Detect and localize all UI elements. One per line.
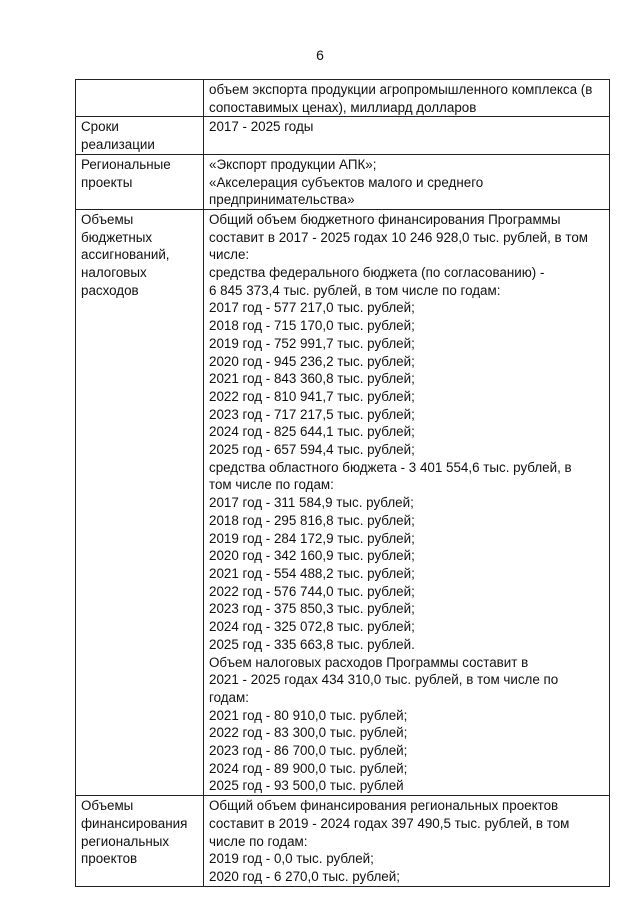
- row-value-line: Общий объем финансирования региональных проектов: [209, 798, 559, 814]
- row-value-line: 2017 год - 311 584,9 тыс. рублей;: [209, 495, 414, 511]
- row-value-line: числе:: [209, 247, 250, 263]
- row-value-line: 2022 год - 576 744,0 тыс. рублей;: [209, 583, 415, 599]
- row-value-line: средства федерального бюджета (по согласованию) -: [209, 265, 545, 281]
- row-label-line: Региональные: [81, 156, 171, 172]
- program-passport-table: [75, 79, 610, 887]
- row-value-line: 2020 год - 945 236,2 тыс. рублей;: [209, 353, 415, 369]
- passport-row: [76, 209, 610, 795]
- row-label-line: финансирования: [81, 815, 188, 831]
- row-label-line: бюджетных: [81, 229, 153, 245]
- row-value-line: 2025 год - 93 500,0 тыс. рублей: [209, 778, 404, 794]
- passport-row: [76, 117, 610, 154]
- row-value-line: 2025 год - 657 594,4 тыс. рублей;: [209, 442, 415, 458]
- row-value-line: 2021 год - 843 360,8 тыс. рублей;: [209, 371, 415, 387]
- row-value-cell: [204, 80, 610, 117]
- row-label-cell: [76, 80, 204, 117]
- row-value-line: 2019 год - 0,0 тыс. рублей;: [209, 851, 374, 867]
- passport-row: [76, 796, 610, 887]
- row-value-line: 2018 год - 715 170,0 тыс. рублей;: [209, 318, 415, 334]
- row-label-cell: [76, 154, 204, 209]
- row-value-line: «Экспорт продукции АПК»;: [209, 156, 377, 172]
- row-value-line: 2018 год - 295 816,8 тыс. рублей;: [209, 512, 415, 528]
- row-label-line: проектов: [81, 851, 138, 867]
- row-label-cell: [76, 796, 204, 887]
- row-label-line: налоговых: [81, 265, 147, 281]
- passport-row: [76, 154, 610, 209]
- row-label-line: Объемы: [81, 798, 134, 814]
- row-value-line: 2023 год - 717 217,5 тыс. рублей;: [209, 406, 415, 422]
- row-label-cell: [76, 209, 204, 795]
- row-value-line: сопоставимых ценах), миллиард долларов: [209, 99, 477, 115]
- row-label-line: ассигнований,: [81, 247, 170, 263]
- row-value-cell: [204, 796, 610, 887]
- row-value-line: 2017 год - 577 217,0 тыс. рублей;: [209, 300, 415, 316]
- row-value-line: годам:: [209, 689, 249, 705]
- row-value-line: 2022 год - 83 300,0 тыс. рублей;: [209, 725, 408, 741]
- row-value-cell: [204, 154, 610, 209]
- row-value-line: Объем налоговых расходов Программы составит в: [209, 654, 529, 670]
- row-value-line: 2024 год - 325 072,8 тыс. рублей;: [209, 619, 415, 635]
- row-value-line: 2021 - 2025 годах 434 310,0 тыс. рублей, в том числе по: [209, 672, 559, 688]
- row-value-line: 2019 год - 752 991,7 тыс. рублей;: [209, 335, 415, 351]
- row-value-line: 2017 - 2025 годы: [209, 119, 314, 135]
- row-value-line: составит в 2017 - 2025 годах 10 246 928,0 тыс. рублей, в том: [209, 229, 588, 245]
- row-value-line: составит в 2019 - 2024 годах 397 490,5 тыс. рублей, в том: [209, 815, 570, 831]
- row-value-line: объем экспорта продукции агропромышленного комплекса (в: [209, 82, 593, 97]
- row-value-line: 2021 год - 554 488,2 тыс. рублей;: [209, 565, 415, 581]
- row-value-line: средства областного бюджета - 3 401 554,6 тыс. рублей, в: [209, 459, 572, 475]
- row-label-line: Объемы: [81, 211, 134, 227]
- row-value-line: 2023 год - 86 700,0 тыс. рублей;: [209, 743, 408, 759]
- row-value-line: Общий объем бюджетного финансирования Программы: [209, 211, 561, 227]
- row-value-cell: [204, 209, 610, 795]
- row-value-line: 2025 год - 335 663,8 тыс. рублей.: [209, 636, 415, 652]
- row-value-line: том числе по годам:: [209, 477, 334, 493]
- row-label-line: Сроки: [81, 119, 119, 135]
- row-value-line: 2024 год - 89 900,0 тыс. рублей;: [209, 760, 408, 776]
- row-label-line: реализации: [81, 137, 155, 153]
- row-label-line: расходов: [81, 282, 139, 298]
- row-value-line: предпринимательства»: [209, 192, 355, 208]
- row-value-line: 6 845 373,4 тыс. рублей, в том числе по годам:: [209, 282, 501, 298]
- row-value-line: «Акселерация субъектов малого и среднего: [209, 174, 484, 190]
- row-value-line: 2019 год - 284 172,9 тыс. рублей;: [209, 530, 415, 546]
- page-number: 6: [316, 47, 324, 63]
- row-value-line: 2024 год - 825 644,1 тыс. рублей;: [209, 424, 415, 440]
- passport-row: [76, 80, 610, 117]
- row-value-line: 2020 год - 342 160,9 тыс. рублей;: [209, 548, 415, 564]
- row-label-line: региональных: [81, 833, 170, 849]
- row-value-cell: [204, 117, 610, 154]
- row-label-cell: [76, 117, 204, 154]
- row-value-line: числе по годам:: [209, 833, 308, 849]
- row-value-line: 2020 год - 6 270,0 тыс. рублей;: [209, 868, 400, 884]
- row-label-line: проекты: [81, 174, 133, 190]
- row-value-line: 2022 год - 810 941,7 тыс. рублей;: [209, 388, 415, 404]
- row-value-line: 2023 год - 375 850,3 тыс. рублей;: [209, 601, 415, 617]
- passport-table-body: [76, 80, 610, 887]
- row-value-line: 2021 год - 80 910,0 тыс. рублей;: [209, 707, 408, 723]
